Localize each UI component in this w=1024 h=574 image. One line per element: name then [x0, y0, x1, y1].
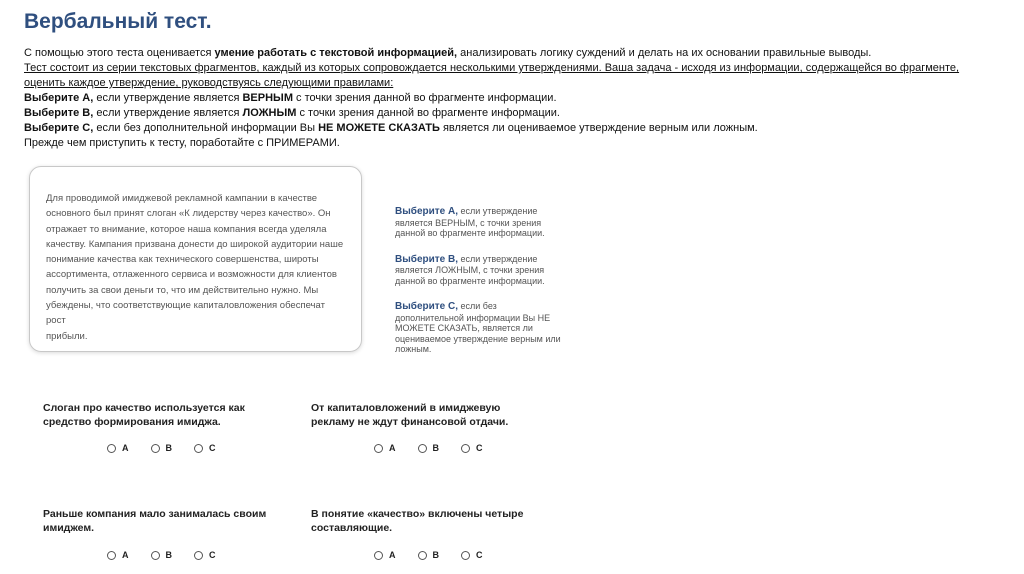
passage-line: ассортимента, отлаженного сервиса и возможности для клиентов — [46, 269, 337, 281]
text-passage — [29, 166, 362, 352]
passage-line: качеству. Кампания призвана донести до широкой аудитории наше — [46, 238, 344, 250]
intro-line-3: оценить каждое утверждение, руководствуясь следующими правилами: — [24, 77, 394, 89]
legend-item-a: Выберите А, если утверждение является ВЕРНЫМ, с точки зрения данной во фрагменте информации. — [395, 206, 545, 238]
passage-line: отражает то внимание, которое наша компания всегда уделяла — [46, 223, 327, 235]
question-3-options — [107, 550, 216, 560]
passage-line: прибыли. — [46, 330, 88, 342]
question-2: От капиталовложений в имиджевую рекламу не ждут финансовой отдачи. — [311, 402, 509, 428]
radio-button[interactable] — [374, 444, 383, 453]
radio-button[interactable] — [461, 551, 470, 560]
rule-a: Выберите А, если утверждение является ВЕРНЫМ с точки зрения данной во фрагменте информации. — [24, 92, 557, 104]
option-b[interactable]: B — [151, 550, 173, 560]
question-1: Слоган про качество используется как средство формирования имиджа. — [43, 402, 245, 428]
question-4-options — [374, 550, 483, 560]
passage-line: Для проводимой имиджевой рекламной кампании в качестве — [46, 193, 318, 204]
option-c[interactable]: C — [461, 550, 483, 560]
radio-button[interactable] — [107, 444, 116, 453]
legend-item-c: Выберите С, если без дополнительной информации Вы НЕ МОЖЕТЕ СКАЗАТЬ, является ли оцениваемое утверждение верным или ложным. — [395, 301, 561, 354]
option-a[interactable]: A — [107, 550, 129, 560]
page-title: Вербальный тест. — [24, 10, 212, 33]
option-b[interactable]: B — [418, 550, 440, 560]
radio-button[interactable] — [374, 551, 383, 560]
option-a[interactable]: A — [374, 550, 396, 560]
legend-item-b: Выберите В, если утверждение является ЛОЖНЫМ, с точки зрения данной во фрагменте информации. — [395, 253, 545, 286]
instructions — [24, 46, 984, 151]
radio-button[interactable] — [151, 444, 160, 453]
option-c[interactable]: C — [461, 443, 483, 453]
intro-last-line: Прежде чем приступить к тесту, поработайте с ПРИМЕРАМИ. — [24, 137, 340, 149]
radio-button[interactable] — [194, 551, 203, 560]
option-b[interactable]: B — [151, 443, 173, 453]
radio-button[interactable] — [461, 444, 470, 453]
question-3: Раньше компания мало занималась своим имиджем. — [43, 508, 267, 534]
radio-button[interactable] — [107, 551, 116, 560]
radio-button[interactable] — [418, 444, 427, 453]
question-2-options — [374, 443, 483, 453]
passage-line: основного был принят слоган «К лидерству через качество». Он — [46, 208, 331, 220]
passage-line: убеждены, что соответствующие капиталовложения обеспечат рост — [46, 300, 325, 327]
passage-line: получить за свои деньги то, что им действительно нужно. Мы — [46, 284, 319, 296]
option-a[interactable]: A — [107, 443, 129, 453]
intro-line-1: С помощью этого теста оценивается умение работать с текстовой информацией, анализировать логику суждений и делать на их основании правильные выводы. — [24, 47, 872, 59]
option-c[interactable]: C — [194, 550, 216, 560]
passage-line: понимание качества как технического совершенства, широты — [46, 254, 319, 266]
radio-button[interactable] — [194, 444, 203, 453]
question-1-options — [107, 443, 216, 453]
question-4: В понятие «качество» включены четыре составляющие. — [311, 508, 524, 534]
intro-line-2: Тест состоит из серии текстовых фрагментов, каждый из которых сопровождается несколькими утверждениями. Ваша задача - исходя из информации, содержащейся во фрагменте, — [24, 62, 960, 74]
rule-b: Выберите В, если утверждение является ЛОЖНЫМ с точки зрения данной во фрагменте информации. — [24, 107, 560, 119]
radio-button[interactable] — [418, 551, 427, 560]
option-b[interactable]: B — [418, 443, 440, 453]
answer-legend — [395, 206, 570, 370]
option-c[interactable]: C — [194, 443, 216, 453]
option-a[interactable]: A — [374, 443, 396, 453]
radio-button[interactable] — [151, 551, 160, 560]
rule-c: Выберите С, если без дополнительной информации Вы НЕ МОЖЕТЕ СКАЗАТЬ является ли оцениваемое утверждение верным или ложным. — [24, 122, 758, 134]
